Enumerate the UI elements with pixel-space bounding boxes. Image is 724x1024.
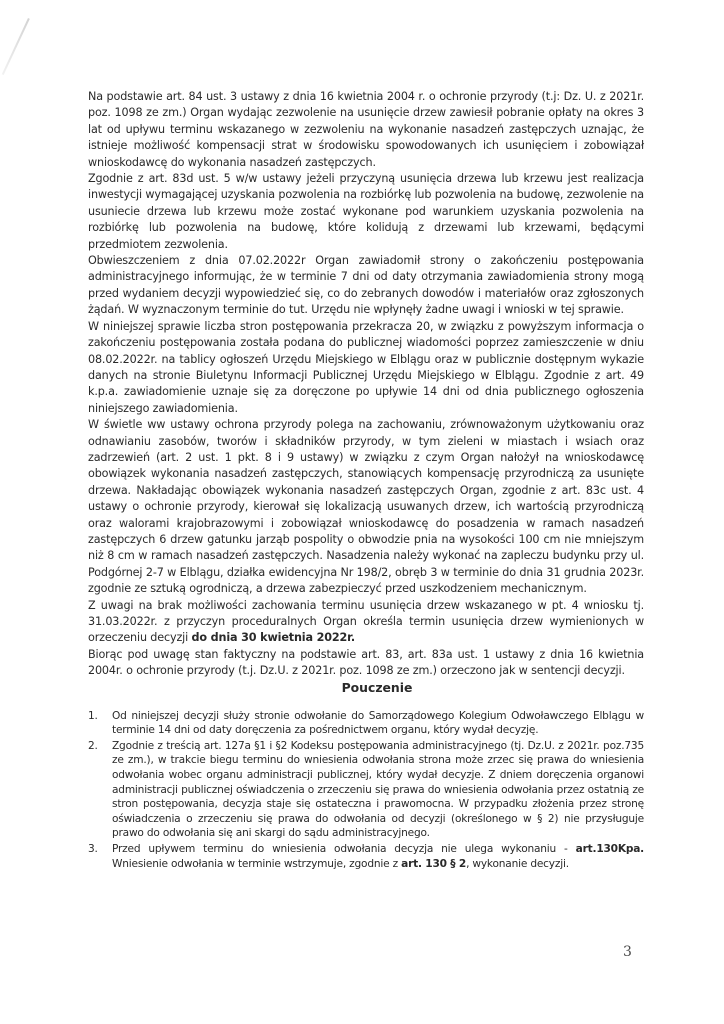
- instruction-heading: Pouczenie: [341, 679, 413, 695]
- instruction-number: 3.: [88, 842, 98, 855]
- deadline-text: Z uwagi na brak możliwości zachowania terminu usunięcia drzew wskazanego w pt. 4 wniosku tj. 31.03.2022r. z przyczyn proceduralnych Organ określa termin usunięcia drzew wymienionych w orzeczeniu decyzji: [88, 598, 644, 645]
- page-number: 3: [623, 944, 632, 960]
- paragraph-notice: Obwieszczeniem z dnia 07.02.2022r Organ zawiadomił strony o zakończeniu postępowania administracyjnego informując, że w terminie 7 dni od daty otrzymania zawiadomienia strony mogą przed wydaniem decyzji wypowiedzieć się, co do zebranych dowodów i materiałów oraz zgłoszonych żądań. W wyznaczonym terminie do tut. Urzędu nie wpłynęły żadne uwagi i wnioski w tej sprawie.: [88, 254, 644, 317]
- instruction-bold-ref: art. 130 § 2: [401, 857, 467, 870]
- instruction-bold-ref: art.130Kpa.: [575, 842, 644, 855]
- paragraph-nature-protection: W świetle ww ustawy ochrona przyrody polega na zachowaniu, zrównoważonym użytkowaniu oraz odnawianiu zasobów, tworów i składników przyrody, w tym zieleni w miastach i wsiach oraz zadrzewień (art. 2 ust. 1 pkt. 8 i 9 ustawy) w związku z czym Organ nałożył na wnioskodawcę obowiązek wykonania nasadzeń zastępczych, stanowiących kompensację przyrodniczą za usunięte drzewa. Nakładając obowiązek wykonania nasadzeń zastępczych Organ, zgodnie z art. 83c ust. 4 ustawy o ochronie przyrody, kierował się lokalizacją usuwanych drzew, ich wartością przyrodniczą oraz walorami krajobrazowymi i zobowiązał wnioskodawcę do posadzenia w ramach nasadzeń zastępczych 6 drzew gatunku jarząb pospolity o obwodzie pnia na wysokości 100 cm nie mniejszym niż 8 cm w ramach nasadzeń zastępczych. Nasadzenia należy wykonać na zapleczu budynku przy ul. Podgórnej 2-7 w Elblągu, działka ewidencyjna Nr 198/2, obręb 3 w terminie do dnia 31 grudnia 2023r. zgodnie ze sztuką ogrodniczą, a drzewa zabezpieczyć przed uszkodzeniem mechanicznym.: [88, 418, 644, 596]
- instruction-item: [88, 709, 644, 738]
- instruction-text: Zgodnie z treścią art. 127a §1 i §2 Kodeksu postępowania administracyjnego (tj. Dz.U. z 2021r. poz.735 ze zm.), w trakcie biegu terminu do wniesienia odwołania strona może zrzec się prawa do wniesienia odwołania wobec organu administracji publicznej, który wydał decyzje. Z dniem doręczenia organowi administracji publicznej oświadczenia o zrzeczeniu się prawa do wniesienia odwołania przez ostatnią ze stron postępowania, decyzja staje się ostateczna i prawomocna. W przypadku złożenia przez stronę oświadczenia o zrzeczeniu się prawa do odwołania od decyzji (określonego w § 2) nie przysługuje prawo do odwołania się ani skargi do sądu administracyjnego.: [112, 739, 644, 840]
- instruction-list: [88, 709, 644, 872]
- instruction-text: , wykonanie decyzji.: [466, 857, 569, 870]
- deadline-date: do dnia 30 kwietnia 2022r.: [191, 631, 356, 645]
- instruction-number: 1.: [88, 709, 98, 722]
- paragraph-legal-basis: Biorąc pod uwagę stan faktyczny na podstawie art. 83, art. 83a ust. 1 ustawy z dnia 16 kwietnia 2004r. o ochronie przyrody (t.j. Dz.U. z 2021r. poz. 1098 ze zm.) orzeczono jak w sentencji decyzji.: [88, 647, 644, 678]
- paragraph-deadline: [88, 598, 644, 647]
- paragraph-art-83d: Zgodnie z art. 83d ust. 5 w/w ustawy jeżeli przyczyną usunięcia drzewa lub krzewu jest realizacja inwestycji wymagającej uzyskania pozwolenia na rozbiórkę lub pozwolenia na budowę, zezwolenie na usuniecie drzewa lub krzewu może zostać wykonane pod warunkiem uzyskania pozwolenia na rozbiórkę lub pozwolenia na budowę, które kolidują z drzewami lub krzewami, będącymi przedmiotem zezwolenia.: [88, 172, 644, 251]
- paragraph-fee-suspension: Na podstawie art. 84 ust. 3 ustawy z dnia 16 kwietnia 2004 r. o ochronie przyrody (t.j: Dz. U. z 2021r. poz. 1098 ze zm.) Organ wydając zezwolenie na usunięcie drzew zawiesił pobranie opłaty na okres 3 lat od upływu terminu wskazanego w zezwoleniu na wykonanie nasadzeń zastępczych uznając, że istnieje możliwość kompensacji strat w środowisku spowodowanych ich usunięciem i zobowiązał wnioskodawcę do wykonania nasadzeń zastępczych.: [88, 90, 644, 169]
- document-page: [88, 89, 644, 872]
- instruction-number: 2.: [88, 739, 98, 752]
- instruction-item: [88, 842, 644, 871]
- paragraph-public-announcement: W niniejszej sprawie liczba stron postępowania przekracza 20, w związku z powyższym informacja o zakończeniu postępowania została podana do publicznej wiadomości poprzez zamieszczenie w dniu 08.02.2022r. na tablicy ogłoszeń Urzędu Miejskiego w Elblągu oraz w publicznie dostępnym wykazie danych na stronie Biuletynu Informacji Publicznej Urzędu Miejskiego w Elblągu. Zgodnie z art. 49 k.p.a. zawiadomienie uznaje się za doręczone po upływie 14 dni od dnia publicznego ogłoszenia niniejszego zawiadomienia.: [88, 319, 644, 415]
- instruction-text: Od niniejszej decyzji służy stronie odwołanie do Samorządowego Kolegium Odwoławczego Elblągu w terminie 14 dni od daty doręczenia za pośrednictwem organu, który wydał decyzję.: [112, 709, 644, 737]
- instruction-item: [88, 739, 644, 841]
- scan-artifact-line: [2, 18, 30, 75]
- instruction-text: Przed upływem terminu do wniesienia odwołania decyzja nie ulega wykonaniu -: [112, 842, 576, 855]
- instruction-text: Wniesienie odwołania w terminie wstrzymuje, zgodnie z: [112, 857, 402, 870]
